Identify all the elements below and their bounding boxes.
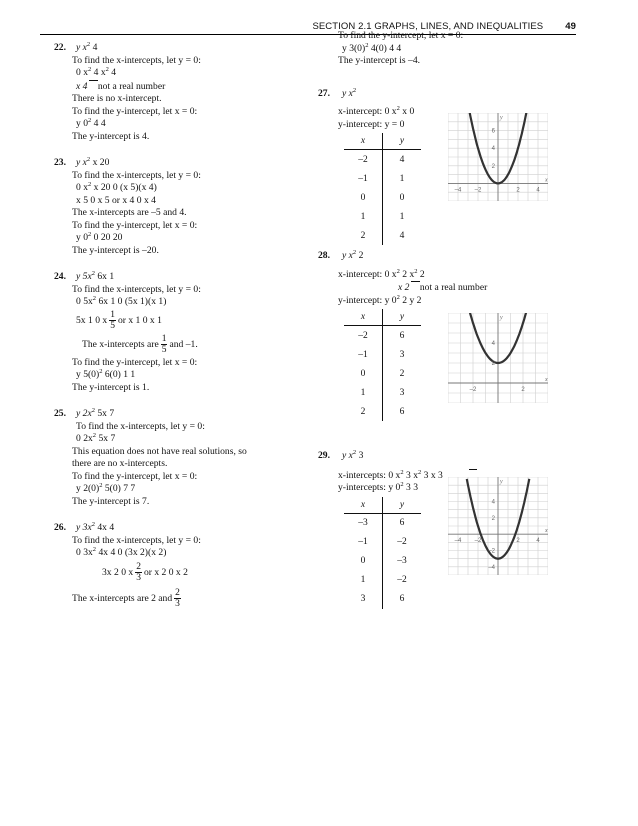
section-title: SECTION 2.1 GRAPHS, LINES, AND INEQUALITIES bbox=[312, 21, 544, 32]
problem-27 bbox=[318, 86, 588, 241]
table-row bbox=[344, 345, 421, 364]
equation: 0 x bbox=[76, 182, 88, 193]
exponent: 2 bbox=[99, 368, 103, 375]
graph-27 bbox=[448, 113, 548, 201]
equation-rest: 3 3 bbox=[403, 482, 418, 493]
problem-26 bbox=[54, 521, 312, 612]
equation: y 2x bbox=[76, 408, 92, 419]
table-row bbox=[344, 552, 421, 571]
exponent: 2 bbox=[88, 181, 92, 188]
exponent: 2 bbox=[91, 270, 95, 277]
equation: x-intercept: 0 x bbox=[338, 106, 397, 117]
cell: 6 bbox=[399, 518, 405, 528]
y-tick-label: 4 bbox=[491, 146, 495, 153]
exponent: 2 bbox=[352, 249, 357, 256]
equation-rest: 2 bbox=[356, 250, 364, 261]
cell: 6 bbox=[399, 406, 405, 417]
problem-number: 26. bbox=[54, 522, 66, 533]
equation-rest: 3 x bbox=[403, 469, 418, 481]
y-tick-label: 4 bbox=[491, 341, 495, 347]
text-line: The y-intercept is –4. bbox=[338, 55, 421, 66]
exponent: 2 bbox=[365, 41, 369, 49]
equation: 0 3x bbox=[76, 547, 93, 558]
cell: –3 bbox=[397, 556, 407, 566]
equation: 5x 1 0 x bbox=[76, 314, 108, 326]
text-line: and –1. bbox=[169, 338, 198, 350]
problem-24 bbox=[54, 270, 312, 394]
equation: y x bbox=[76, 157, 87, 168]
exponent: 2 bbox=[396, 293, 400, 301]
numerator: 1 bbox=[110, 309, 115, 320]
cell: 0 bbox=[344, 364, 383, 383]
table-row bbox=[344, 364, 421, 383]
x-axis-label: x bbox=[545, 177, 548, 184]
equation: x 4 bbox=[76, 80, 88, 92]
equation-rest: 6x 1 0 (5x 1)(x 1) bbox=[96, 296, 167, 307]
fraction bbox=[161, 334, 168, 355]
text-line: y-intercept: y = 0 bbox=[338, 118, 405, 130]
equation-rest: 6(0) 1 1 bbox=[102, 369, 136, 380]
exponent: 2 bbox=[414, 267, 418, 275]
exponent: 2 bbox=[92, 432, 97, 439]
text-line: The x-intercepts are bbox=[82, 338, 159, 350]
sqrt-sign bbox=[411, 281, 419, 295]
equation-rest: 3 bbox=[356, 450, 364, 461]
denominator: 3 bbox=[136, 572, 141, 583]
exponent: 2 bbox=[400, 468, 404, 476]
y-axis-label: y bbox=[500, 478, 503, 485]
table-row bbox=[344, 326, 421, 346]
problem-number: 27. bbox=[318, 87, 330, 99]
equation-rest: 2 bbox=[417, 268, 425, 280]
y-axis-label: y bbox=[500, 115, 503, 121]
col-header-y: y bbox=[383, 309, 422, 326]
table-row bbox=[344, 513, 421, 533]
equation: 3x 2 0 x bbox=[102, 566, 134, 578]
cell: –3 bbox=[344, 513, 383, 533]
denominator: 5 bbox=[161, 344, 167, 355]
x-tick-label: 2 bbox=[521, 387, 525, 393]
x-tick-label: –2 bbox=[474, 537, 482, 544]
exponent: 2 bbox=[88, 66, 92, 73]
exponent: 2 bbox=[88, 231, 92, 238]
equation: y x bbox=[342, 250, 353, 261]
graph-28 bbox=[448, 313, 548, 403]
cell: 2 bbox=[344, 226, 383, 245]
cell: –1 bbox=[344, 169, 383, 188]
equation-rest: 5x 7 bbox=[94, 408, 115, 419]
x-tick-label: 2 bbox=[516, 187, 520, 194]
cell: –1 bbox=[344, 345, 383, 364]
y-tick-label: 4 bbox=[491, 499, 495, 505]
problem-number: 24. bbox=[54, 271, 66, 282]
equation: y 2(0) bbox=[76, 483, 100, 494]
equation-rest: x 0 bbox=[399, 106, 415, 117]
x-tick-label: 2 bbox=[516, 537, 520, 544]
text-line: To find the x-intercepts, let y = 0: bbox=[72, 283, 201, 295]
cell: 3 bbox=[399, 349, 405, 360]
fraction bbox=[135, 562, 142, 583]
text-line: there are no x-intercepts. bbox=[72, 458, 168, 469]
col-header-y: y bbox=[383, 133, 422, 150]
equation-rest: 4(0) 4 4 bbox=[368, 42, 402, 54]
equation-rest: 3 x 3 bbox=[421, 469, 443, 481]
text-line: The y-intercept is 1. bbox=[72, 381, 150, 393]
table-row bbox=[344, 402, 421, 421]
y-axis-label: y bbox=[500, 315, 503, 321]
table-row bbox=[344, 169, 421, 188]
text-line: The x-intercepts are 2 and bbox=[72, 592, 173, 604]
cell: 2 bbox=[399, 368, 405, 379]
sqrt-sign bbox=[89, 80, 97, 94]
table-row bbox=[344, 590, 421, 609]
problem-22 bbox=[54, 41, 312, 143]
table-row bbox=[344, 533, 421, 552]
equation-rest: 4 4 bbox=[91, 118, 106, 129]
text-line: To find the x-intercepts, let y = 0: bbox=[72, 54, 201, 66]
cell: –2 bbox=[344, 150, 383, 170]
text-line: To find the y-intercept, let x = 0: bbox=[338, 30, 464, 41]
value-table bbox=[344, 309, 421, 421]
numerator: 2 bbox=[136, 561, 141, 572]
problem-23 bbox=[54, 156, 312, 257]
table-row bbox=[344, 188, 421, 207]
equation: y x bbox=[76, 42, 87, 53]
y-tick-label: –4 bbox=[488, 564, 495, 571]
exponent: 2 bbox=[396, 105, 400, 112]
cell: 6 bbox=[399, 594, 405, 604]
equation: x 5 0 x 5 or x 4 0 x 4 bbox=[76, 194, 156, 206]
table-row bbox=[344, 571, 421, 590]
y-tick-label: 2 bbox=[491, 163, 495, 170]
problem-26-continued bbox=[338, 30, 588, 68]
equation: y-intercepts: y 0 bbox=[338, 482, 401, 493]
equation-rest: 4x 4 bbox=[94, 522, 115, 533]
equation-rest: 5x 7 bbox=[96, 433, 116, 444]
exponent: 2 bbox=[99, 482, 103, 489]
text-line: The y-intercept is 4. bbox=[72, 130, 150, 142]
numerator: 2 bbox=[175, 587, 180, 598]
exponent: 2 bbox=[92, 546, 97, 553]
equation-rest: 4 bbox=[108, 67, 117, 78]
x-tick-label: –4 bbox=[454, 187, 462, 194]
x-axis-label: x bbox=[545, 377, 548, 383]
equation: y 5x bbox=[76, 271, 92, 282]
cell: 4 bbox=[399, 154, 405, 165]
equation-rest: 4x 4 0 (3x 2)(x 2) bbox=[96, 547, 167, 558]
text-line: To find the y-intercept, let x = 0: bbox=[72, 219, 198, 231]
equation-rest: 4 bbox=[90, 42, 98, 53]
graph-29 bbox=[448, 477, 548, 575]
col-header-x: x bbox=[344, 133, 383, 150]
equation-rest: 6x 1 bbox=[94, 271, 115, 282]
numerator: 1 bbox=[161, 333, 167, 344]
equation: 0 x bbox=[76, 67, 88, 78]
col-header-x: x bbox=[344, 497, 383, 514]
equation: y x bbox=[342, 87, 353, 99]
cell: –1 bbox=[344, 533, 383, 552]
x-tick-label: –4 bbox=[454, 537, 462, 544]
table-row bbox=[344, 226, 421, 245]
equation: 0 5x bbox=[76, 296, 93, 307]
equation-rest: x 20 0 (x 5)(x 4) bbox=[91, 182, 157, 193]
y-tick-label: –2 bbox=[488, 548, 495, 554]
equation: y 5(0) bbox=[76, 369, 100, 380]
table-row bbox=[344, 383, 421, 402]
equation-rest: or x 2 0 x 2 bbox=[143, 566, 188, 578]
equation-rest: or x 1 0 x 1 bbox=[117, 314, 162, 326]
cell: 1 bbox=[399, 173, 405, 184]
exponent: 2 bbox=[91, 521, 95, 528]
text-line: To find the y-intercept, let x = 0: bbox=[72, 105, 198, 117]
cell: 1 bbox=[399, 211, 405, 222]
exponent: 2 bbox=[92, 295, 97, 302]
value-table bbox=[344, 133, 421, 245]
text-line: The y-intercept is –20. bbox=[72, 244, 159, 256]
equation-rest: 2 x bbox=[399, 268, 415, 280]
y-tick-label: 2 bbox=[491, 361, 495, 367]
cell: 6 bbox=[399, 330, 405, 341]
cell: 3 bbox=[344, 590, 383, 609]
problem-29 bbox=[318, 449, 588, 604]
equation-rest: not a real number bbox=[419, 282, 488, 293]
equation: y x bbox=[342, 450, 353, 461]
denominator: 3 bbox=[175, 598, 180, 609]
cell: –2 bbox=[344, 326, 383, 346]
equation: x 2 bbox=[398, 282, 410, 293]
text-line: To find the x-intercepts, let y = 0: bbox=[72, 169, 201, 181]
text-line: There is no x-intercept. bbox=[72, 93, 162, 104]
cell: 1 bbox=[344, 207, 383, 226]
equation: 0 2x bbox=[76, 433, 93, 444]
equation-rest: 4 x bbox=[91, 67, 106, 78]
problem-28 bbox=[318, 249, 588, 417]
cell: 2 bbox=[344, 402, 383, 421]
equation-rest: not a real number bbox=[97, 80, 166, 92]
table-row bbox=[344, 150, 421, 170]
cell: 0 bbox=[399, 192, 405, 203]
text-line: To find the x-intercepts, let y = 0: bbox=[72, 534, 201, 546]
problem-25 bbox=[54, 407, 312, 508]
left-column bbox=[54, 41, 312, 612]
equation-rest: 2 y 2 bbox=[399, 294, 422, 306]
equation-rest: x 20 bbox=[90, 157, 110, 168]
right-column bbox=[318, 30, 588, 604]
problem-number: 25. bbox=[54, 408, 66, 419]
value-table-wrap bbox=[338, 309, 588, 417]
x-tick-label: 4 bbox=[536, 537, 540, 544]
problem-number: 28. bbox=[318, 250, 330, 261]
equation: y 0 bbox=[76, 118, 88, 129]
value-table bbox=[344, 497, 421, 609]
equation: y 3(0) bbox=[342, 42, 366, 54]
text-line: The x-intercepts are –5 and 4. bbox=[72, 207, 187, 218]
equation-rest: 5(0) 7 7 bbox=[102, 483, 136, 494]
text-line: To find the y-intercept, let x = 0: bbox=[72, 356, 198, 368]
y-tick-label: 6 bbox=[491, 128, 495, 135]
fraction bbox=[109, 310, 116, 331]
cell: 1 bbox=[344, 571, 383, 590]
text-line: The y-intercept is 7. bbox=[72, 495, 150, 507]
cell: –2 bbox=[397, 575, 407, 585]
problem-number: 22. bbox=[54, 42, 66, 53]
equation: y-intercept: y 0 bbox=[338, 294, 397, 306]
x-axis-label: x bbox=[545, 527, 548, 534]
fraction bbox=[174, 588, 181, 609]
equation: x-intercept: 0 x bbox=[338, 268, 397, 280]
col-header-x: x bbox=[344, 309, 383, 326]
equation: y 3x bbox=[76, 522, 92, 533]
cell: 1 bbox=[344, 383, 383, 402]
exponent: 2 bbox=[86, 156, 91, 163]
equation-rest: 0 20 20 bbox=[91, 232, 123, 243]
y-tick-label: 2 bbox=[491, 515, 495, 522]
exponent: 2 bbox=[352, 449, 357, 456]
cell: –2 bbox=[397, 537, 407, 547]
exponent: 2 bbox=[91, 407, 95, 414]
cell: 3 bbox=[399, 387, 405, 398]
page-number: 49 bbox=[565, 21, 576, 32]
equation: y 0 bbox=[76, 232, 88, 243]
cell: 0 bbox=[344, 188, 383, 207]
denominator: 5 bbox=[110, 320, 115, 331]
exponent: 2 bbox=[417, 468, 422, 476]
exponent: 2 bbox=[88, 117, 92, 124]
exponent: 2 bbox=[105, 66, 109, 73]
x-tick-label: –2 bbox=[469, 387, 477, 393]
x-tick-label: 4 bbox=[536, 187, 540, 194]
exponent: 2 bbox=[396, 267, 400, 275]
exponent: 2 bbox=[86, 41, 91, 48]
text-line: To find the x-intercepts, let y = 0: bbox=[76, 420, 205, 432]
equation: x-intercepts: 0 x bbox=[338, 469, 401, 481]
exponent: 2 bbox=[352, 86, 357, 94]
text-line: This equation does not have real solutions, so bbox=[72, 445, 247, 457]
text-line: To find the y-intercept, let x = 0: bbox=[72, 470, 198, 482]
table-row bbox=[344, 207, 421, 226]
problem-number: 29. bbox=[318, 450, 330, 461]
cell: 4 bbox=[399, 230, 405, 241]
col-header-y: y bbox=[383, 497, 422, 514]
exponent: 2 bbox=[400, 481, 404, 488]
cell: 0 bbox=[344, 552, 383, 571]
problem-number: 23. bbox=[54, 157, 66, 168]
x-tick-label: –2 bbox=[474, 187, 482, 194]
